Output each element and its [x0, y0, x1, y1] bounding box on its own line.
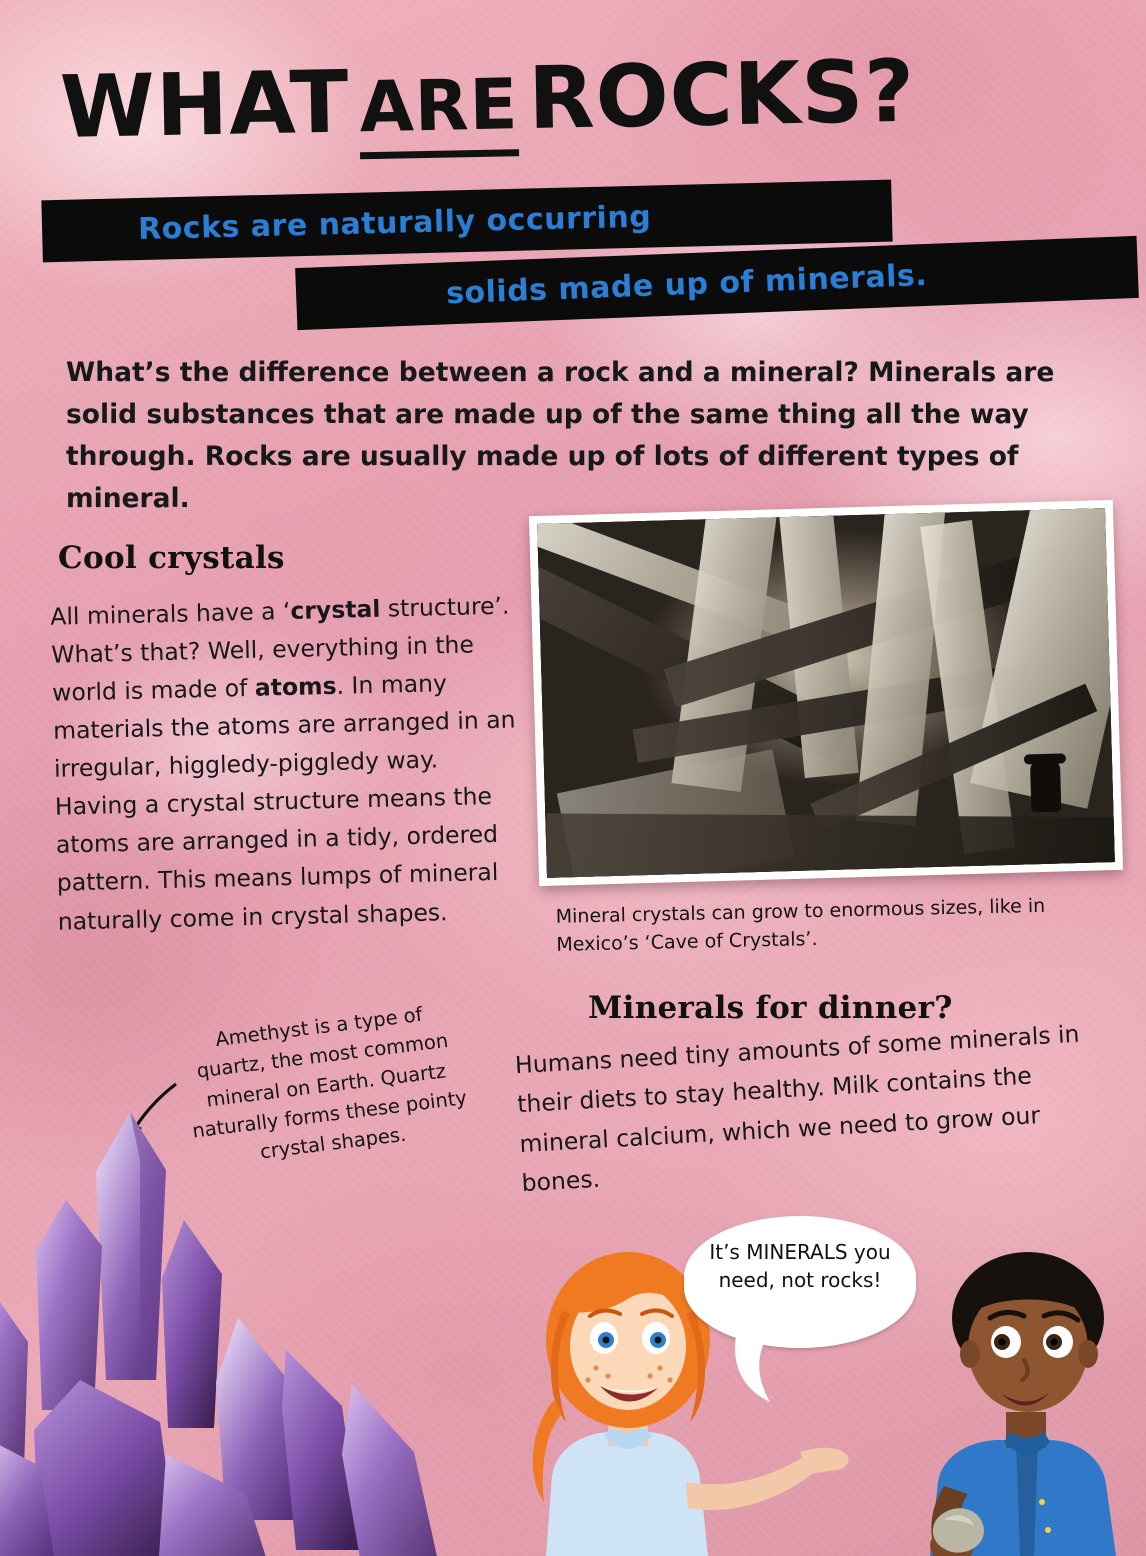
photo-person-silhouette [1030, 759, 1061, 812]
cool-bold-crystal: crystal [290, 594, 381, 625]
intro-text-part-2: and a [628, 357, 730, 388]
section-body-minerals-for-dinner: Humans need tiny amounts of some minerals in their diets to stay healthy. Milk contains the mineral calcium, which we need to grow our bones. [514, 1019, 1081, 1198]
title-word-are: ARE [359, 63, 520, 159]
cool-text-part-1: All minerals have a ‘ [50, 596, 291, 631]
section-heading-cool-crystals: Cool crystals [58, 540, 285, 576]
banner-line-1-text: Rocks are naturally occurring [137, 199, 652, 247]
cool-text-part-3: . In many materials the atoms are arranged in an irregular, higgledy-piggledy way. Having a crystal structure means the atoms are arranged in a tidy, ordered pattern. This means lumps of mineral naturally come in crystal shapes. [52, 669, 516, 936]
intro-paragraph [66, 352, 1086, 519]
intro-bold-mineral: mineral [729, 357, 844, 388]
speech-bubble-tail [726, 1334, 782, 1404]
banner-line-2-text: solids made up of minerals. [445, 257, 928, 311]
intro-text-part-3: ? Minerals are solid substances that are made up of the same thing all the way through. Rocks are usually made up of lots of different types of mineral. [66, 357, 1055, 514]
section-body-cool-crystals [50, 586, 528, 940]
section-heading-minerals-for-dinner: Minerals for dinner? [588, 990, 953, 1026]
cool-bold-atoms: atoms [254, 671, 337, 702]
amethyst-crystal-illustration [0, 1050, 530, 1556]
page-title [59, 41, 1001, 159]
boy-character [930, 1252, 1116, 1556]
cave-crystals-photo-image [537, 508, 1115, 878]
cave-crystals-photo [529, 500, 1123, 886]
speech-bubble-text: It’s MINERALS you need, not rocks! [709, 1240, 891, 1293]
title-word-what: WHAT [59, 52, 351, 159]
intro-bold-rock: rock [564, 357, 629, 388]
photo-person-hat [1024, 753, 1066, 764]
title-word-rocks: ROCKS? [527, 41, 917, 150]
cool-text-part-2: structure’. What’s that? Well, everything in the world is made of [50, 591, 510, 707]
amethyst-caption: Amethyst is a type of quartz, the most common mineral on Earth. Quartz naturally forms these pointy crystal shapes. [191, 1002, 469, 1164]
intro-text-part-1: What’s the difference between a [66, 357, 564, 388]
photo-caption: Mineral crystals can grow to enormous sizes, like in Mexico’s ‘Cave of Crystals’. [555, 894, 1046, 956]
